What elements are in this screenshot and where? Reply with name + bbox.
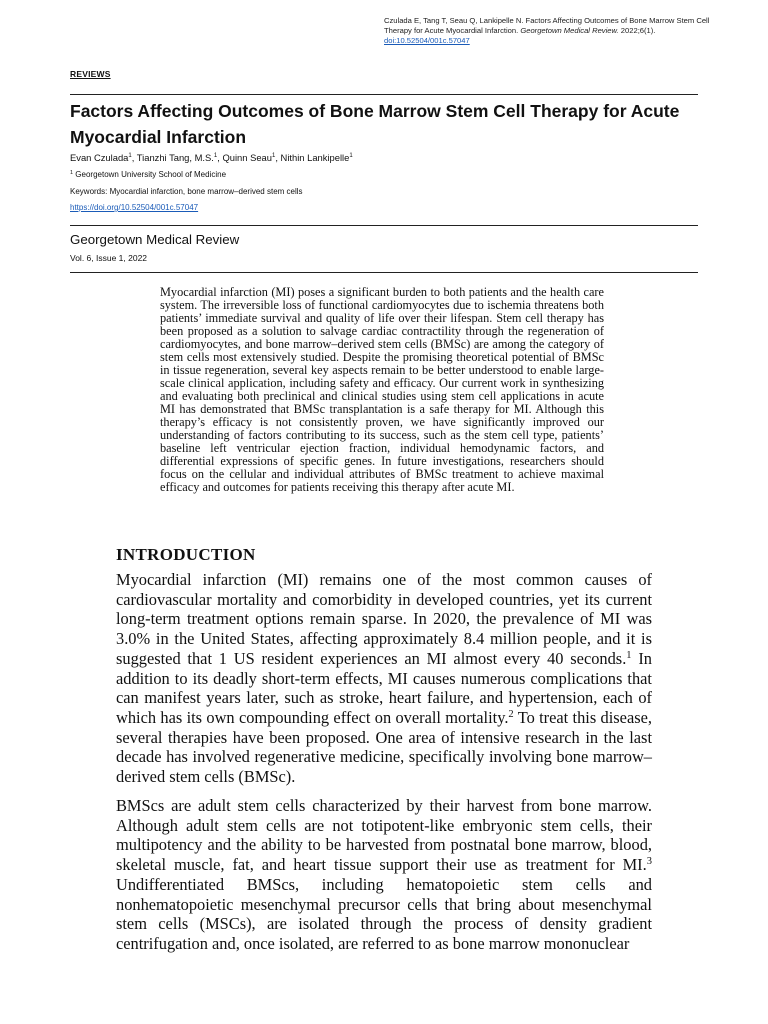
keywords: Keywords: Myocardial infarction, bone marrow–derived stem cells [70, 187, 303, 196]
author-separator: , [275, 152, 281, 163]
citation-doi-link[interactable]: doi:10.52504/001c.57047 [384, 36, 470, 45]
paragraph-text: BMScs are adult stem cells characterized by their harvest from bone marrow. Although adult stem cells are not totipotent-like embryonic stem cells, their multipotency and the ability to be harvested from postnatal bone marrow, blood, skeletal muscle, fat, and heart tissue support their use as treatment for MI. [116, 796, 652, 875]
citation-text: Czulada E, Tang T, Seau Q, Lankipelle N. Factors Affecting Outcomes of Bone Marrow Stem Cell Therapy for Acute Myocardial Infarction. [384, 16, 710, 35]
author-affiliation-mark: 1 [213, 153, 218, 159]
abstract: Myocardial infarction (MI) poses a significant burden to both patients and the health care system. The irreversible loss of functional cardiomyocytes due to ischemia threatens both patients’ immediate survival and quality of life over their lifespan. Stem cell therapy has been proposed as a solution to salvage cardiac contractility through the regeneration of cardiomyocytes, and bone marrow–derived stem cells (BMSc) are among the category of stem cells most extensively studied. Despite the promising theoretical potential of BMSc in tissue regeneration, several key aspects remain to be better understood to enable large-scale clinical application, including safety and efficacy. Our current work in synthesizing and evaluating both preclinical and clinical studies using stem cell applications in acute MI has demonstrated that BMSc transplantation is a safe therapy for MI. Although this therapy’s efficacy is not consistently proven, we have significantly improved our understanding of factors contributing to its success, such as the stem cell type, patients’ baseline left ventricular ejection fraction, individual hemodynamic factors, and differential expressions of specific genes. In future investigations, researchers should focus on the cellular and individual attributes of BMSc treatment to achieve maximal efficacy and outcomes for patients receiving this therapy after acute MI. [160, 285, 604, 494]
journal-divider [70, 225, 698, 226]
volume-issue: Vol. 6, Issue 1, 2022 [70, 253, 148, 263]
author-name: Evan Czulada [70, 152, 129, 163]
reference-citation[interactable]: 2 [508, 708, 514, 720]
abstract-divider [70, 272, 698, 273]
author-name: Tianzhi Tang, M.S. [136, 152, 214, 163]
reference-citation[interactable]: 1 [626, 649, 632, 661]
section-label: REVIEWS [70, 69, 111, 79]
header-divider [70, 94, 698, 95]
article-title: Factors Affecting Outcomes of Bone Marrow Stem Cell Therapy for Acute Myocardial Infarction [70, 101, 680, 147]
author-separator: , [131, 152, 137, 163]
paragraph-text: Myocardial infarction (MI) remains one of the most common causes of cardiovascular mortality and comorbidity in developed countries, yet its current long-term treatment options remain sparse. In 2020, the prevalence of MI was 3.0% in the United States, affecting approximately 8.4 million people, and it is suggested that 1 US resident experiences an MI almost every 40 seconds. [116, 570, 652, 668]
affiliation-text: Georgetown University School of Medicine [75, 170, 227, 179]
affiliation [70, 169, 226, 180]
reference-citation[interactable]: 3 [646, 856, 652, 868]
author-name: Nithin Lankipelle [280, 152, 350, 163]
journal-name: Georgetown Medical Review [70, 232, 240, 247]
paragraph-text: To treat this disease, several therapies have been proposed. One area of intensive research in the last decade has involved regenerative medicine, specifically involving bone marrow–derived stem cells (BMSc). [116, 707, 652, 787]
author-separator: , [217, 152, 223, 163]
author-name: Quinn Seau [222, 152, 272, 163]
body-paragraph [116, 570, 652, 787]
author-affiliation-mark: 1 [271, 153, 276, 159]
doi-link[interactable]: https://doi.org/10.52504/001c.57047 [70, 203, 199, 212]
author-affiliation-mark: 1 [128, 153, 132, 159]
paragraph-text: Undifferentiated BMScs, including hematopoietic stem cells and nonhematopoietic mesenchymal precursor cells that bring about mesenchymal stem cells (MSCs), are isolated through the process of density gradient centrifugation and, once isolated, are referred to as bone marrow mononuclear [116, 874, 652, 953]
citation-journal: Georgetown Medical Review. [520, 26, 619, 35]
author-affiliation-mark: 1 [349, 153, 353, 159]
section-heading-introduction: INTRODUCTION [116, 545, 256, 564]
affiliation-mark: 1 [70, 170, 74, 176]
author-list [70, 151, 353, 164]
citation-header [384, 16, 714, 46]
paragraph-text: In addition to its deadly short-term effects, MI causes numerous complications that can manifest years later, such as stroke, heart failure, and hypertension, each of which has its own compounding effect on overall mortality. [116, 648, 652, 727]
citation-issue: 2022;6(1). [618, 26, 656, 35]
body-paragraph [116, 796, 652, 956]
